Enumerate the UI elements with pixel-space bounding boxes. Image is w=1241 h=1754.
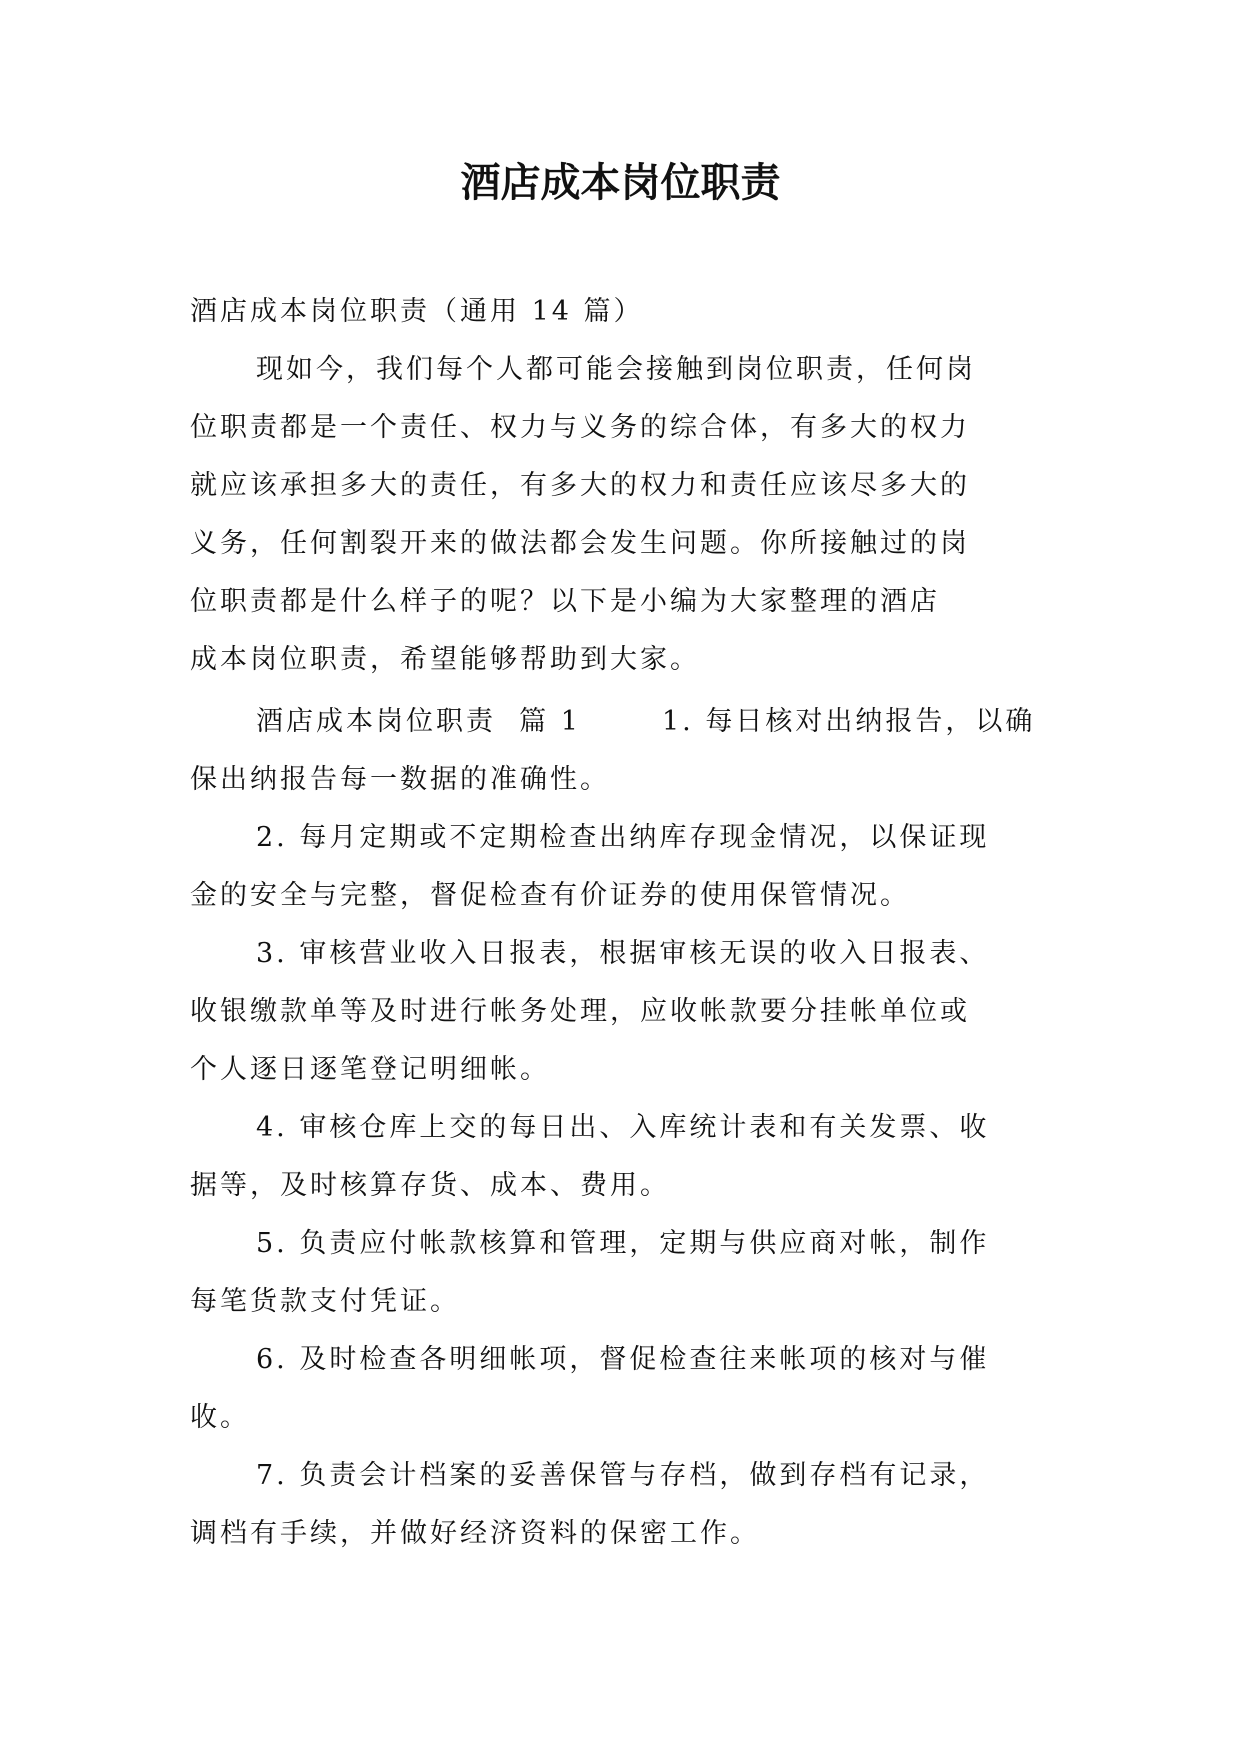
list-item-line: 据等，及时核算存货、成本、费用。 [190,1170,670,1201]
list-item-line: 5. 负责应付帐款核算和管理，定期与供应商对帐，制作 [256,1228,990,1259]
list-item-line: 3. 审核营业收入日报表，根据审核无误的收入日报表、 [256,938,990,969]
paragraph-line: 成本岗位职责，希望能够帮助到大家。 [190,644,700,675]
list-item-line: 收银缴款单等及时进行帐务处理，应收帐款要分挂帐单位或 [190,996,970,1027]
list-item-line: 个人逐日逐笔登记明细帐。 [190,1054,550,1085]
list-item-line: 收。 [190,1402,250,1433]
list-item-line: 金的安全与完整，督促检查有价证券的使用保管情况。 [190,880,910,911]
paragraph-line: 位职责都是一个责任、权力与义务的综合体，有多大的权力 [190,412,970,443]
paragraph-line: 现如今，我们每个人都可能会接触到岗位职责，任何岗 [256,354,976,385]
paragraph-line: 义务，任何割裂开来的做法都会发生问题。你所接触过的岗 [190,528,970,559]
list-item-line: 每笔货款支付凭证。 [190,1286,460,1317]
list-item-line: 6. 及时检查各明细帐项，督促检查往来帐项的核对与催 [256,1344,990,1375]
paragraph-line: 位职责都是什么样子的呢？以下是小编为大家整理的酒店 [190,586,940,617]
list-item-line: 7. 负责会计档案的妥善保管与存档，做到存档有记录， [256,1460,990,1491]
list-item-line: 2. 每月定期或不定期检查出纳库存现金情况，以保证现 [256,822,990,853]
paragraph-line: 保出纳报告每一数据的准确性。 [190,764,610,795]
page-title: 酒店成本岗位职责 [460,160,781,206]
list-item-line: 调档有手续，并做好经济资料的保密工作。 [190,1518,760,1549]
list-item-line: 4. 审核仓库上交的每日出、入库统计表和有关发票、收 [256,1112,990,1143]
section-heading-line: 酒店成本岗位职责 篇 1 1. 每日核对出纳报告，以确 [256,706,1036,737]
doc-subtitle-line: 酒店成本岗位职责（通用 14 篇） [190,296,644,327]
paragraph-line: 就应该承担多大的责任，有多大的权力和责任应该尽多大的 [190,470,970,501]
